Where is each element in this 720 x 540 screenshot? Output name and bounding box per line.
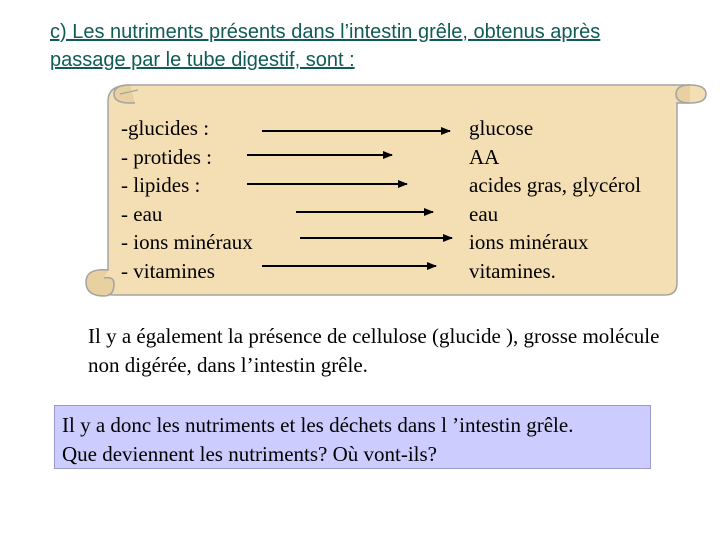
- nutrient-item: -glucides :: [121, 116, 210, 140]
- nutrient-item: - ions minéraux: [121, 230, 253, 255]
- cellulose-paragraph: Il y a également la présence de cellulose (glucide ), grosse molécule non digérée, dans l’intestin grêle.: [88, 324, 660, 377]
- product-item: ions minéraux: [469, 230, 589, 255]
- product-list: [469, 114, 641, 286]
- question-line-2: Que deviennent les nutriments? Où vont-ils?: [62, 442, 437, 466]
- product-item: acides gras, glycérol: [469, 173, 642, 198]
- nutrient-list: [121, 114, 253, 286]
- nutrient-item: - lipides :: [121, 173, 201, 198]
- scroll-roll-right: [676, 85, 690, 103]
- product-item: eau: [469, 201, 499, 226]
- question-box: [54, 405, 651, 469]
- product-item: vitamines.: [469, 258, 556, 283]
- product-item: AA: [469, 144, 500, 169]
- page-title: c) Les nutriments présents dans l’intestin grêle, obtenus après passage par le tube digestif, sont :: [50, 21, 601, 71]
- nutrient-item: - vitamines: [121, 258, 215, 283]
- question-line-1: Il y a donc les nutriments et les déchets dans l ’intestin grêle.: [62, 413, 574, 437]
- product-item: glucose: [469, 116, 534, 140]
- nutrient-item: - protides :: [121, 144, 212, 169]
- nutrient-item: - eau: [121, 201, 163, 226]
